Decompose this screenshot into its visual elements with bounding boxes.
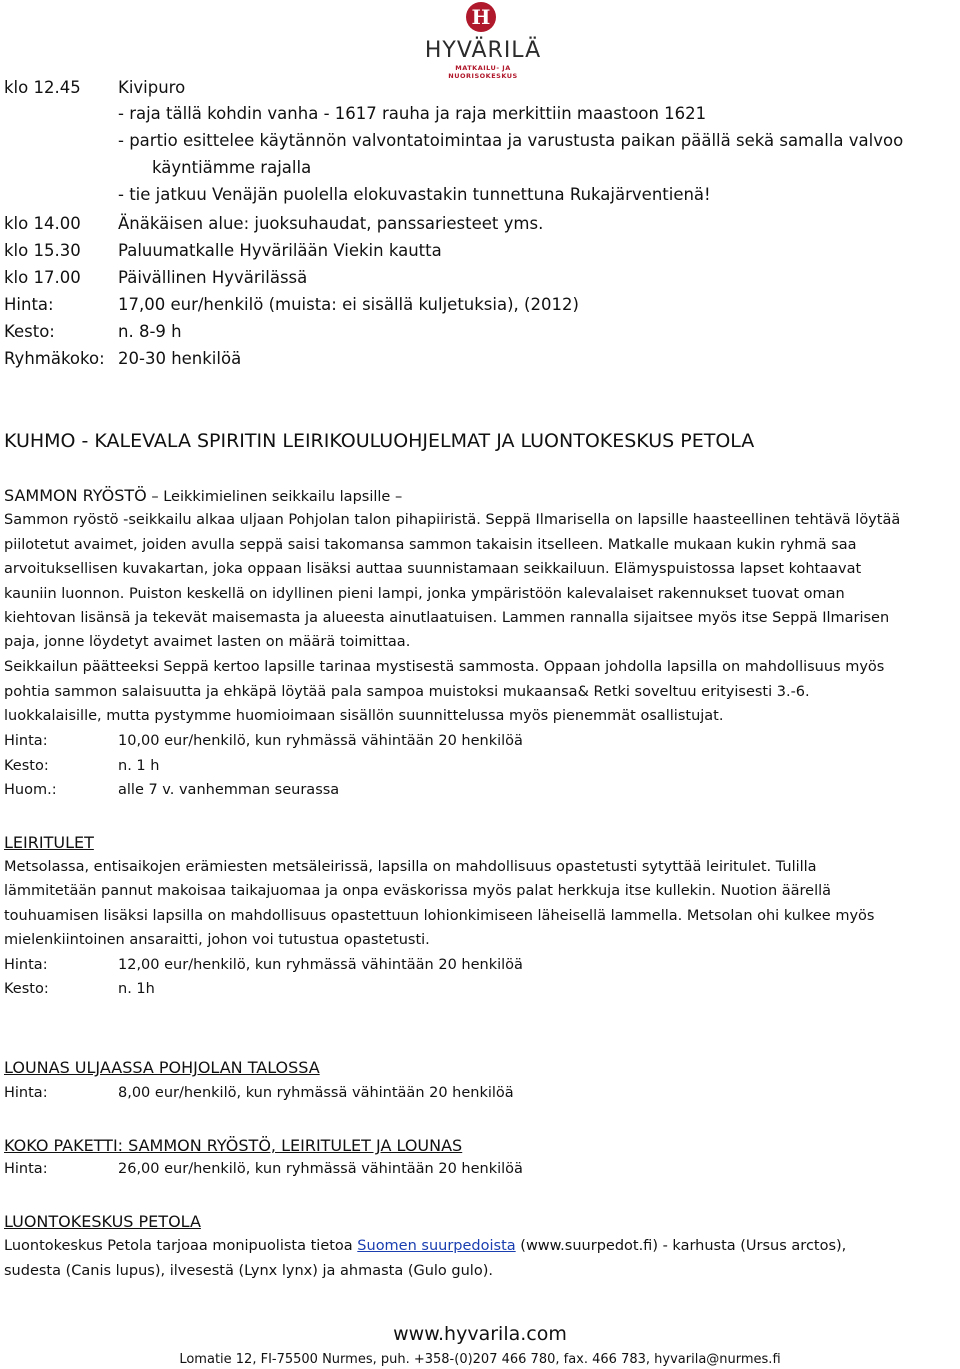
- sammon-note-value: alle 7 v. vanhemman seurassa: [118, 782, 340, 798]
- leiritulet-price-label: Hinta:: [4, 957, 48, 973]
- schedule-time: klo 14.00: [4, 214, 81, 233]
- leiritulet-text-line: lämmitetään pannut makoisaa taikajuomaa ja onpa eväskorissa myös palat herkkuja itse kullekin. Nuotion äärellä: [4, 883, 832, 899]
- sammon-text-line: paja, jonne löydetyt avaimet lasten on määrä toimittaa.: [4, 634, 411, 650]
- leiritulet-price-value: 12,00 eur/henkilö, kun ryhmässä vähintään 20 henkilöä: [118, 957, 523, 973]
- sammon-duration-label: Kesto:: [4, 758, 49, 774]
- sammon-text-line: kiehtovan lisänsä ja tekevät maisemasta ja alueesta ainutlaatuisen. Lammen rannalla sijaitsee myös itse Seppä Ilmarisen: [4, 610, 890, 626]
- sammon-text-line: Seikkailun päätteeksi Seppä kertoo lapsille tarinaa mystisestä sammosta. Oppaan johdolla lapsilla on mahdollisuus myös: [4, 659, 885, 675]
- trip-group-label: Ryhmäkoko:: [4, 349, 105, 368]
- sammon-text-line: Sammon ryöstö -seikkailu alkaa uljaan Pohjolan talon pihapiiristä. Seppä Ilmarisella on lapsille haasteellinen tehtävä löytää: [4, 512, 901, 528]
- sammon-text-line: piilotetut avaimet, joiden avulla seppä saisi takomansa sammon takaisin itselleen. Matkalle mukaan kukin ryhmä saa: [4, 537, 857, 553]
- sammon-title: SAMMON RYÖSTÖ: [4, 486, 147, 505]
- koko-price-value: 26,00 eur/henkilö, kun ryhmässä vähintään 20 henkilöä: [118, 1161, 523, 1177]
- suurpedot-link[interactable]: Suomen suurpedoista: [357, 1238, 516, 1254]
- logo-tagline: MATKAILU- JA NUORISOKESKUS: [448, 64, 518, 80]
- schedule-time: klo 12.45: [4, 78, 81, 97]
- hyvarila-logo: [418, 2, 548, 80]
- schedule-text: käyntiämme rajalla: [152, 158, 312, 177]
- petola-text-before: Luontokeskus Petola tarjoaa monipuolista tietoa: [4, 1238, 358, 1254]
- trip-duration-label: Kesto:: [4, 322, 55, 341]
- lounas-price-value: 8,00 eur/henkilö, kun ryhmässä vähintään 20 henkilöä: [118, 1085, 514, 1101]
- leiritulet-text-line: mielenkiintoinen ansaraitti, johon voi tutustua opastetusti.: [4, 932, 430, 948]
- sammon-duration-value: n. 1 h: [118, 758, 160, 774]
- schedule-time: klo 17.00: [4, 268, 81, 287]
- petola-text-line: sudesta (Canis lupus), ilvesestä (Lynx lynx) ja ahmasta (Gulo gulo).: [4, 1263, 493, 1279]
- schedule-text: - partio esittelee käytännön valvontatoimintaa ja varustusta paikan päällä sekä samalla valvoo: [118, 131, 904, 150]
- schedule-text: Paluumatkalle Hyvärilään Viekin kautta: [118, 241, 442, 260]
- petola-title: LUONTOKESKUS PETOLA: [4, 1212, 201, 1231]
- trip-price-label: Hinta:: [4, 295, 54, 314]
- koko-price-label: Hinta:: [4, 1161, 48, 1177]
- sammon-text-line: kauniin luonnon. Puiston keskellä on idyllinen pieni lampi, jonka ympäristöön kalevalaiset rakennukset tuovat oman: [4, 586, 845, 602]
- lounas-price-label: Hinta:: [4, 1085, 48, 1101]
- sammon-text-line: arvoituksellisen kuvakartan, joka oppaan lisäksi auttaa suunnistamaan seikkailuun. Elämyspuistossa lapset kohtaavat: [4, 561, 862, 577]
- footer-website[interactable]: www.hyvarila.com: [393, 1323, 567, 1345]
- sammon-price-label: Hinta:: [4, 733, 48, 749]
- sammon-note-label: Huom.:: [4, 782, 57, 798]
- sammon-header: [4, 486, 402, 505]
- koko-title: KOKO PAKETTI: SAMMON RYÖSTÖ, LEIRITULET JA LOUNAS: [4, 1136, 463, 1155]
- petola-text-line: [4, 1238, 846, 1254]
- main-heading: KUHMO - KALEVALA SPIRITIN LEIRIKOULUOHJELMAT JA LUONTOKESKUS PETOLA: [4, 430, 755, 452]
- sammon-subtitle: – Leikkimielinen seikkailu lapsille –: [146, 489, 403, 505]
- logo-emblem-icon: H: [466, 2, 496, 32]
- trip-duration-value: n. 8-9 h: [118, 322, 182, 341]
- schedule-time: klo 15.30: [4, 241, 81, 260]
- leiritulet-title: LEIRITULET: [4, 833, 94, 852]
- trip-price-value: 17,00 eur/henkilö (muista: ei sisällä kuljetuksia), (2012): [118, 295, 579, 314]
- sammon-price-value: 10,00 eur/henkilö, kun ryhmässä vähintään 20 henkilöä: [118, 733, 523, 749]
- schedule-text: Änäkäisen alue: juoksuhaudat, panssariesteet yms.: [118, 214, 544, 233]
- schedule-text: Päivällinen Hyvärilässä: [118, 268, 308, 287]
- leiritulet-text-line: Metsolassa, entisaikojen erämiesten metsäleirissä, lapsilla on mahdollisuus opastetusti sytyttää leiritulet. Tulilla: [4, 859, 817, 875]
- leiritulet-duration-label: Kesto:: [4, 981, 49, 997]
- leiritulet-text-line: touhuamisen lisäksi lapsilla on mahdollisuus opastettuun lohionkimiseen läheisellä lammella. Metsolan ohi kulkee myös: [4, 908, 875, 924]
- logo-name: HYVÄRILÄ: [424, 38, 542, 63]
- schedule-text: - tie jatkuu Venäjän puolella elokuvastakin tunnettuna Rukajärventienä!: [118, 185, 711, 204]
- leiritulet-duration-value: n. 1h: [118, 981, 155, 997]
- schedule-text: - raja tällä kohdin vanha - 1617 rauha ja raja merkittiin maastoon 1621: [118, 104, 707, 123]
- trip-group-value: 20-30 henkilöä: [118, 349, 242, 368]
- schedule-text: Kivipuro: [118, 78, 186, 97]
- sammon-text-line: pohtia sammon salaisuutta ja ehkäpä löytää pala sampoa muistoksi mukaansa& Retki soveltuu erityisesti 3.-6.: [4, 684, 810, 700]
- sammon-text-line: luokkalaisille, mutta pystymme huomioimaan sisällön suunnittelussa myös pienemmät osallistujat.: [4, 708, 724, 724]
- lounas-title: LOUNAS ULJAASSA POHJOLAN TALOSSA: [4, 1058, 320, 1077]
- footer-address: Lomatie 12, FI-75500 Nurmes, puh. +358-(0)207 466 780, fax. 466 783, hyvarila@nurmes.fi: [179, 1352, 781, 1367]
- petola-text-after: (www.suurpedot.fi) - karhusta (Ursus arctos),: [515, 1238, 847, 1254]
